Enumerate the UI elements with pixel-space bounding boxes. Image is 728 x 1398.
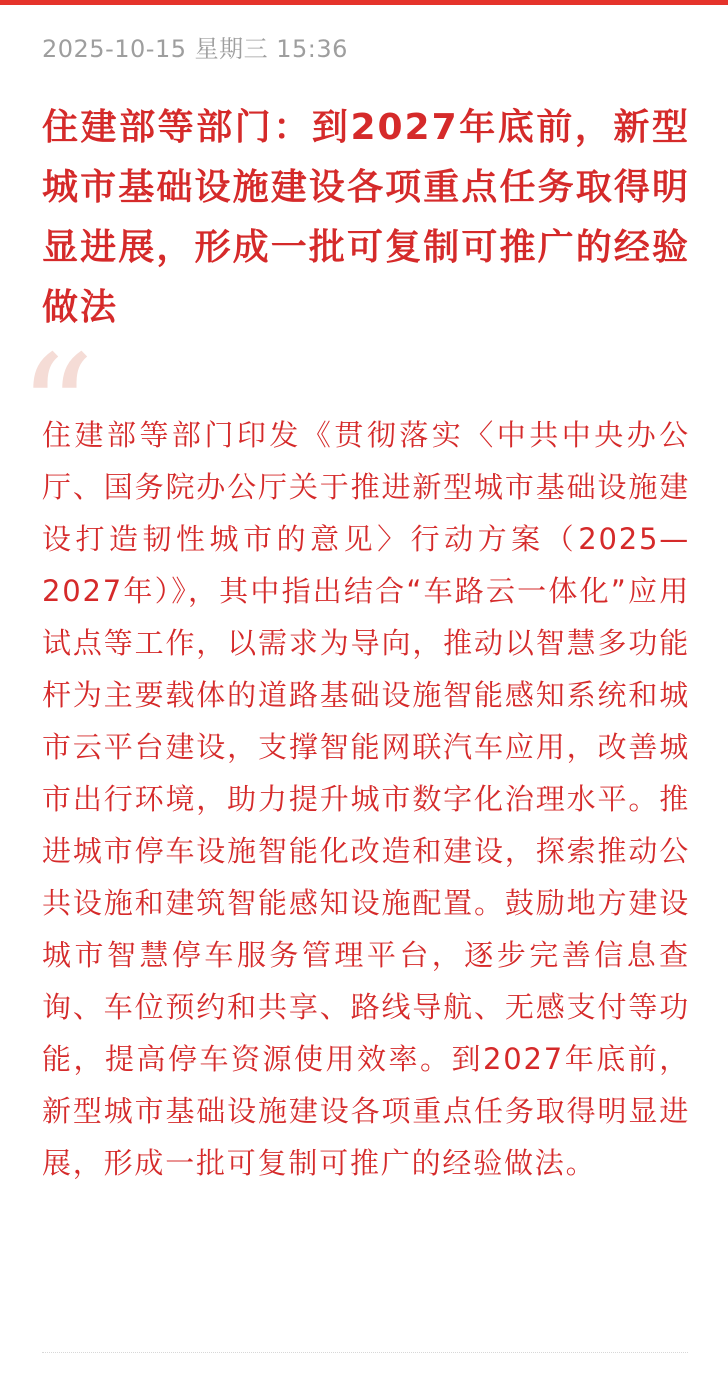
article-headline: 住建部等部门：到2027年底前，新型城市基础设施建设各项重点任务取得明显进展，形成一批可复制可推广的经验做法: [42, 107, 690, 328]
publish-timestamp: 2025-10-15 星期三 15:36: [42, 35, 348, 63]
bottom-divider: [42, 1352, 688, 1353]
top-accent-bar: [0, 0, 728, 5]
article-body: 住建部等部门印发《贯彻落实〈中共中央办公厅、国务院办公厅关于推进新型城市基础设施建设打造韧性城市的意见〉行动方案（2025—2027年）》，其中指出结合“车路云一体化”应用试点等工作，以需求为导向，推动以智慧多功能杆为主要载体的道路基础设施智能感知系统和城市云平台建设，支撑智能网联汽车应用，改善城市出行环境，助力提升城市数字化治理水平。推进城市停车设施智能化改造和建设，探索推动公共设施和建筑智能感知设施配置。鼓励地方建设城市智慧停车服务管理平台，逐步完善信息查询、车位预约和共享、路线导航、无感支付等功能，提高停车资源使用效率。到2027年底前，新型城市基础设施建设各项重点任务取得明显进展，形成一批可复制可推广的经验做法。: [42, 418, 690, 1180]
quote-icon: “: [18, 324, 95, 498]
